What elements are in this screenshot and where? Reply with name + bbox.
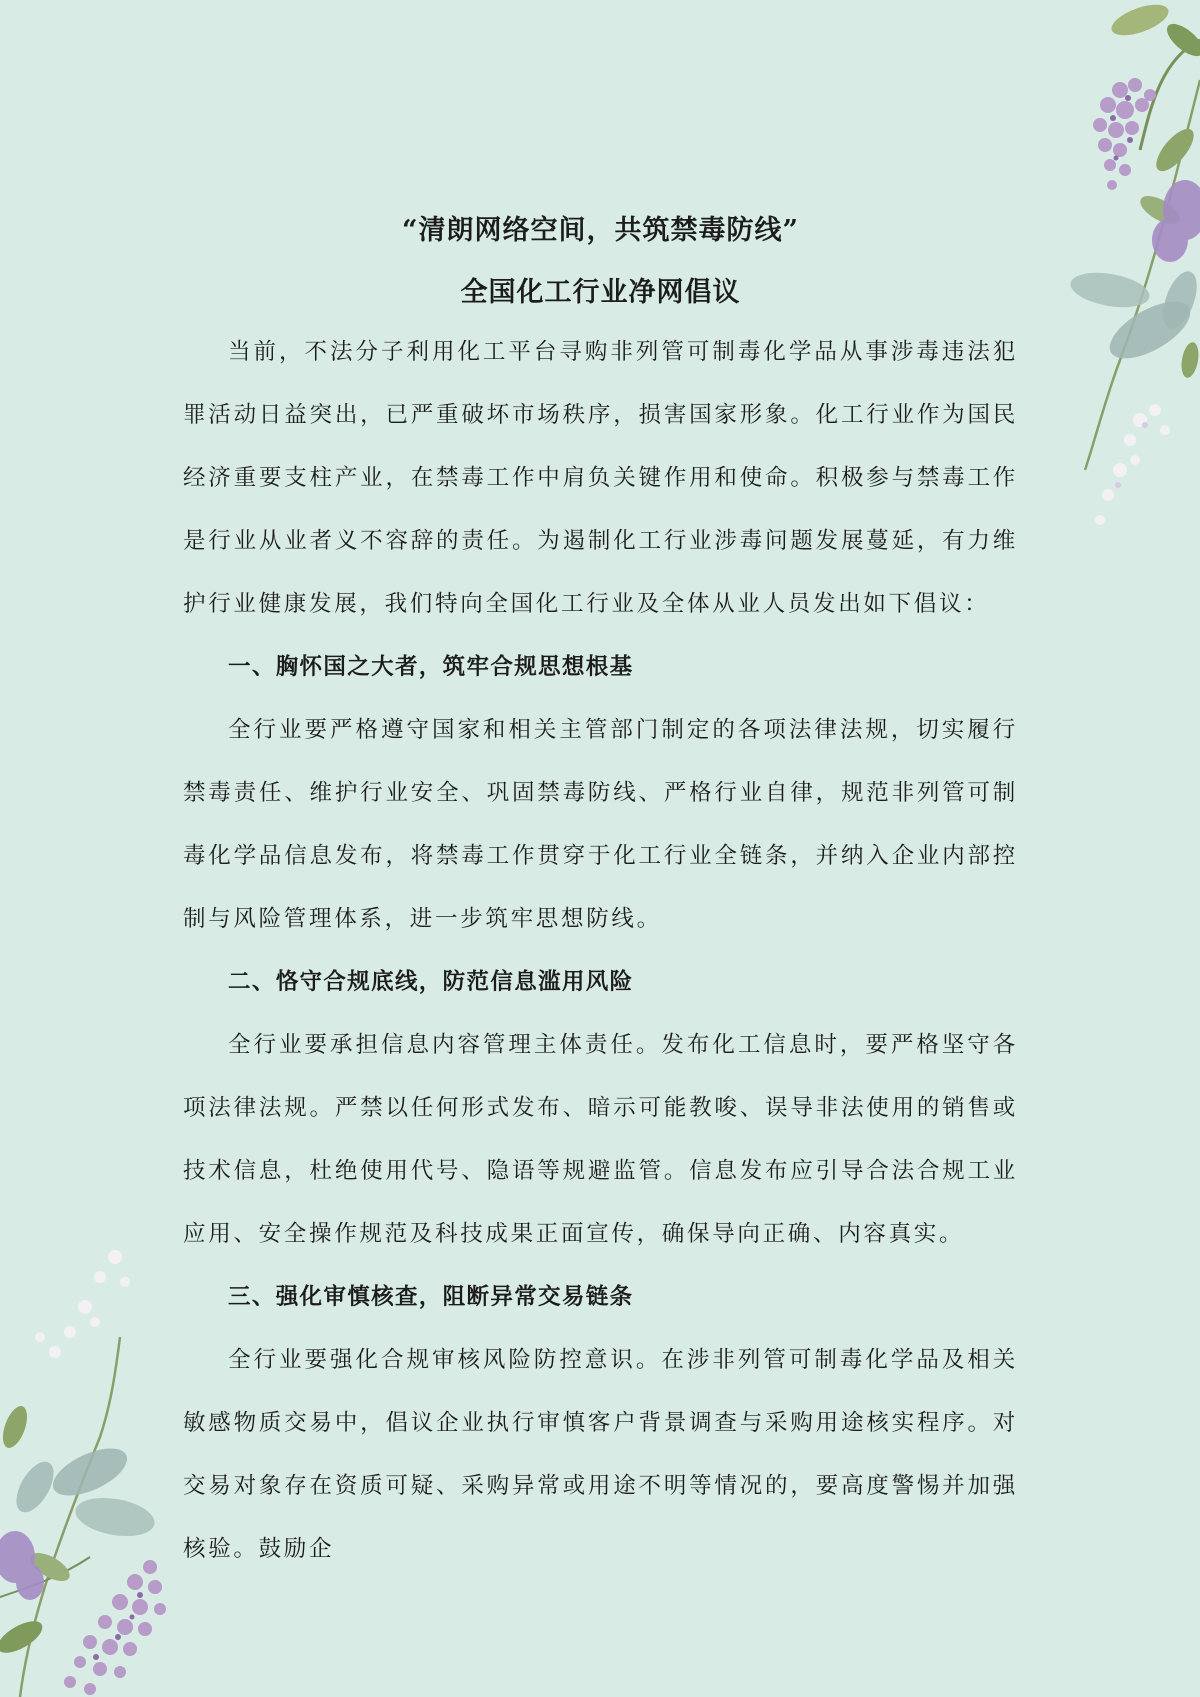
section-body-2: 全行业要承担信息内容管理主体责任。发布化工信息时，要严格坚守各项法律法规。严禁以任何形式发布、暗示可能教唆、误导非法使用的销售或技术信息，杜绝使用代号、隐语等规避监管。信息发布应引导合法合规工业应用、安全操作规范及科技成果正面宣传，确保导向正确、内容真实。 bbox=[183, 1032, 1018, 1247]
section-body-1: 全行业要严格遵守国家和相关主管部门制定的各项法律法规，切实履行禁毒责任、维护行业安全、巩固禁毒防线、严格行业自律，规范非列管可制毒化学品信息发布，将禁毒工作贯穿于化工行业全链条，并纳入企业内部控制与风险管理体系，进一步筑牢思想防线。 bbox=[183, 717, 1018, 932]
lilac-floral-corner-icon bbox=[1000, 0, 1200, 560]
intro-paragraph: 当前，不法分子利用化工平台寻购非列管可制毒化学品从事涉毒违法犯罪活动日益突出，已严重破坏市场秩序，损害国家形象。化工行业作为国民经济重要支柱产业，在禁毒工作中肩负关键作用和使命。积极参与禁毒工作是行业从业者义不容辞的责任。为遏制化工行业涉毒问题发展蔓延，有力维护行业健康发展，我们特向全国化工行业及全体从业人员发出如下倡议： bbox=[183, 339, 1018, 617]
document-subtitle: 全国化工行业净网倡议 bbox=[460, 277, 741, 308]
section-heading-1: 一、胸怀国之大者，筑牢合规思想根基 bbox=[228, 654, 634, 680]
section-body-3: 全行业要强化合规审核风险防控意识。在涉非列管可制毒化学品及相关敏感物质交易中，倡议企业执行审慎客户背景调查与采购用途核实程序。对交易对象存在资质可疑、采购异常或用途不明等情况的，要高度警惕并加强核验。鼓励企 bbox=[183, 1347, 1018, 1562]
lilac-floral-corner-icon bbox=[0, 1237, 200, 1697]
document-page bbox=[183, 215, 1018, 1581]
document-title: “清朗网络空间，共筑禁毒防线” bbox=[401, 215, 800, 246]
section-heading-2: 二、恪守合规底线，防范信息滥用风险 bbox=[228, 969, 634, 995]
section-heading-3: 三、强化审慎核查，阻断异常交易链条 bbox=[228, 1284, 634, 1310]
